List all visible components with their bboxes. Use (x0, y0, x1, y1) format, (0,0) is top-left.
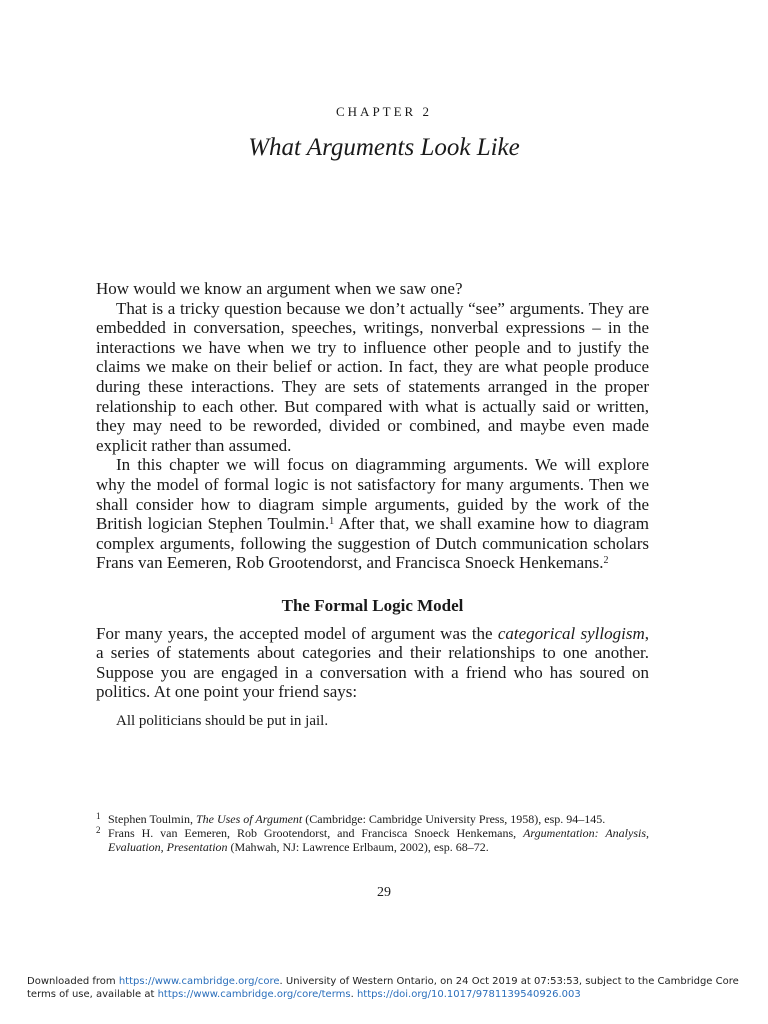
chapter-title: What Arguments Look Like (248, 134, 520, 161)
footnote-text: Frans H. van Eemeren, Rob Grootendorst, and Francisca Snoeck Henkemans, (108, 826, 524, 840)
footnote-2 (96, 826, 649, 854)
paragraph-3 (96, 455, 649, 573)
footnote-text: (Cambridge: Cambridge University Press, 1958), esp. 94–145. (302, 812, 606, 826)
download-text: . University of Western Ontario, on 24 Oct 2019 at 07:53:53, subject to the Cambridge Core terms of use, available at (27, 976, 739, 1000)
footnote-1 (96, 812, 649, 826)
paragraph-4-part-a: For many years, the accepted model of argument was the (96, 623, 498, 643)
section-heading: The Formal Logic Model (281, 595, 464, 615)
term-categorical-syllogism: categorical syllogism (497, 623, 645, 643)
doi-link[interactable]: https://doi.org/10.1017/9781139540926.003 (356, 989, 581, 1000)
block-quote: All politicians should be put in jail. (116, 712, 329, 729)
body-text (96, 279, 649, 731)
footnote-number: 2 (96, 825, 101, 835)
paragraph-4 (96, 624, 649, 702)
paragraph-4-part-b: , a series of statements about categories and their relationships to one another. Suppose you are engaged in a conversation with a friend who has soured on politics. At one point your friend says: (96, 623, 649, 702)
page-number: 29 (377, 885, 391, 900)
footnote-ref-1[interactable]: 1 (329, 516, 335, 528)
footnote-title: Argumentation: Analysis, Evaluation, Presentation (108, 826, 650, 854)
download-notice (27, 975, 747, 1001)
paragraph-1: How would we know an argument when we saw one? (96, 279, 463, 298)
cambridge-core-link[interactable]: https://www.cambridge.org/core (118, 976, 280, 987)
terms-link[interactable]: https://www.cambridge.org/core/terms (157, 989, 351, 1000)
footnote-text: (Mahwah, NJ: Lawrence Erlbaum, 2002), esp. 68–72. (227, 840, 489, 854)
chapter-label: CHAPTER 2 (336, 104, 432, 119)
footnote-number: 1 (96, 811, 101, 821)
footnote-ref-2[interactable]: 2 (603, 555, 609, 567)
paragraph-3-part-a: In this chapter we will focus on diagramming arguments. We will explore why the model of formal logic is not satisfactory for many arguments. Then we shall consider how to diagram simple arguments, guided by the work of the British logician Stephen Toulmin. (96, 455, 649, 534)
download-text: . (350, 989, 357, 1000)
paragraph-2: That is a tricky question because we don’t actually “see” arguments. They are embedded in conversation, speeches, writings, nonverbal expressions – in the interactions we have when we try to influence other people and to justify the claims we make on their belief or action. In fact, they are what people produce during these interactions. They are sets of statements arranged in the proper relationship to each other. But compared with what is actually said or written, they may need to be reworded, divided or combined, and maybe even made explicit rather than assumed. (96, 298, 649, 455)
paragraph-3-part-b: After that, we shall examine how to diagram complex arguments, following the suggestion of Dutch communication scholars Frans van Eemeren, Rob Grootendorst, and Francisca Snoeck Henkemans. (96, 514, 649, 573)
download-text: Downloaded from (27, 976, 119, 987)
footnote-title: The Uses of Argument (195, 812, 303, 826)
footnotes (96, 812, 649, 854)
footnote-text: Stephen Toulmin, (108, 812, 196, 826)
